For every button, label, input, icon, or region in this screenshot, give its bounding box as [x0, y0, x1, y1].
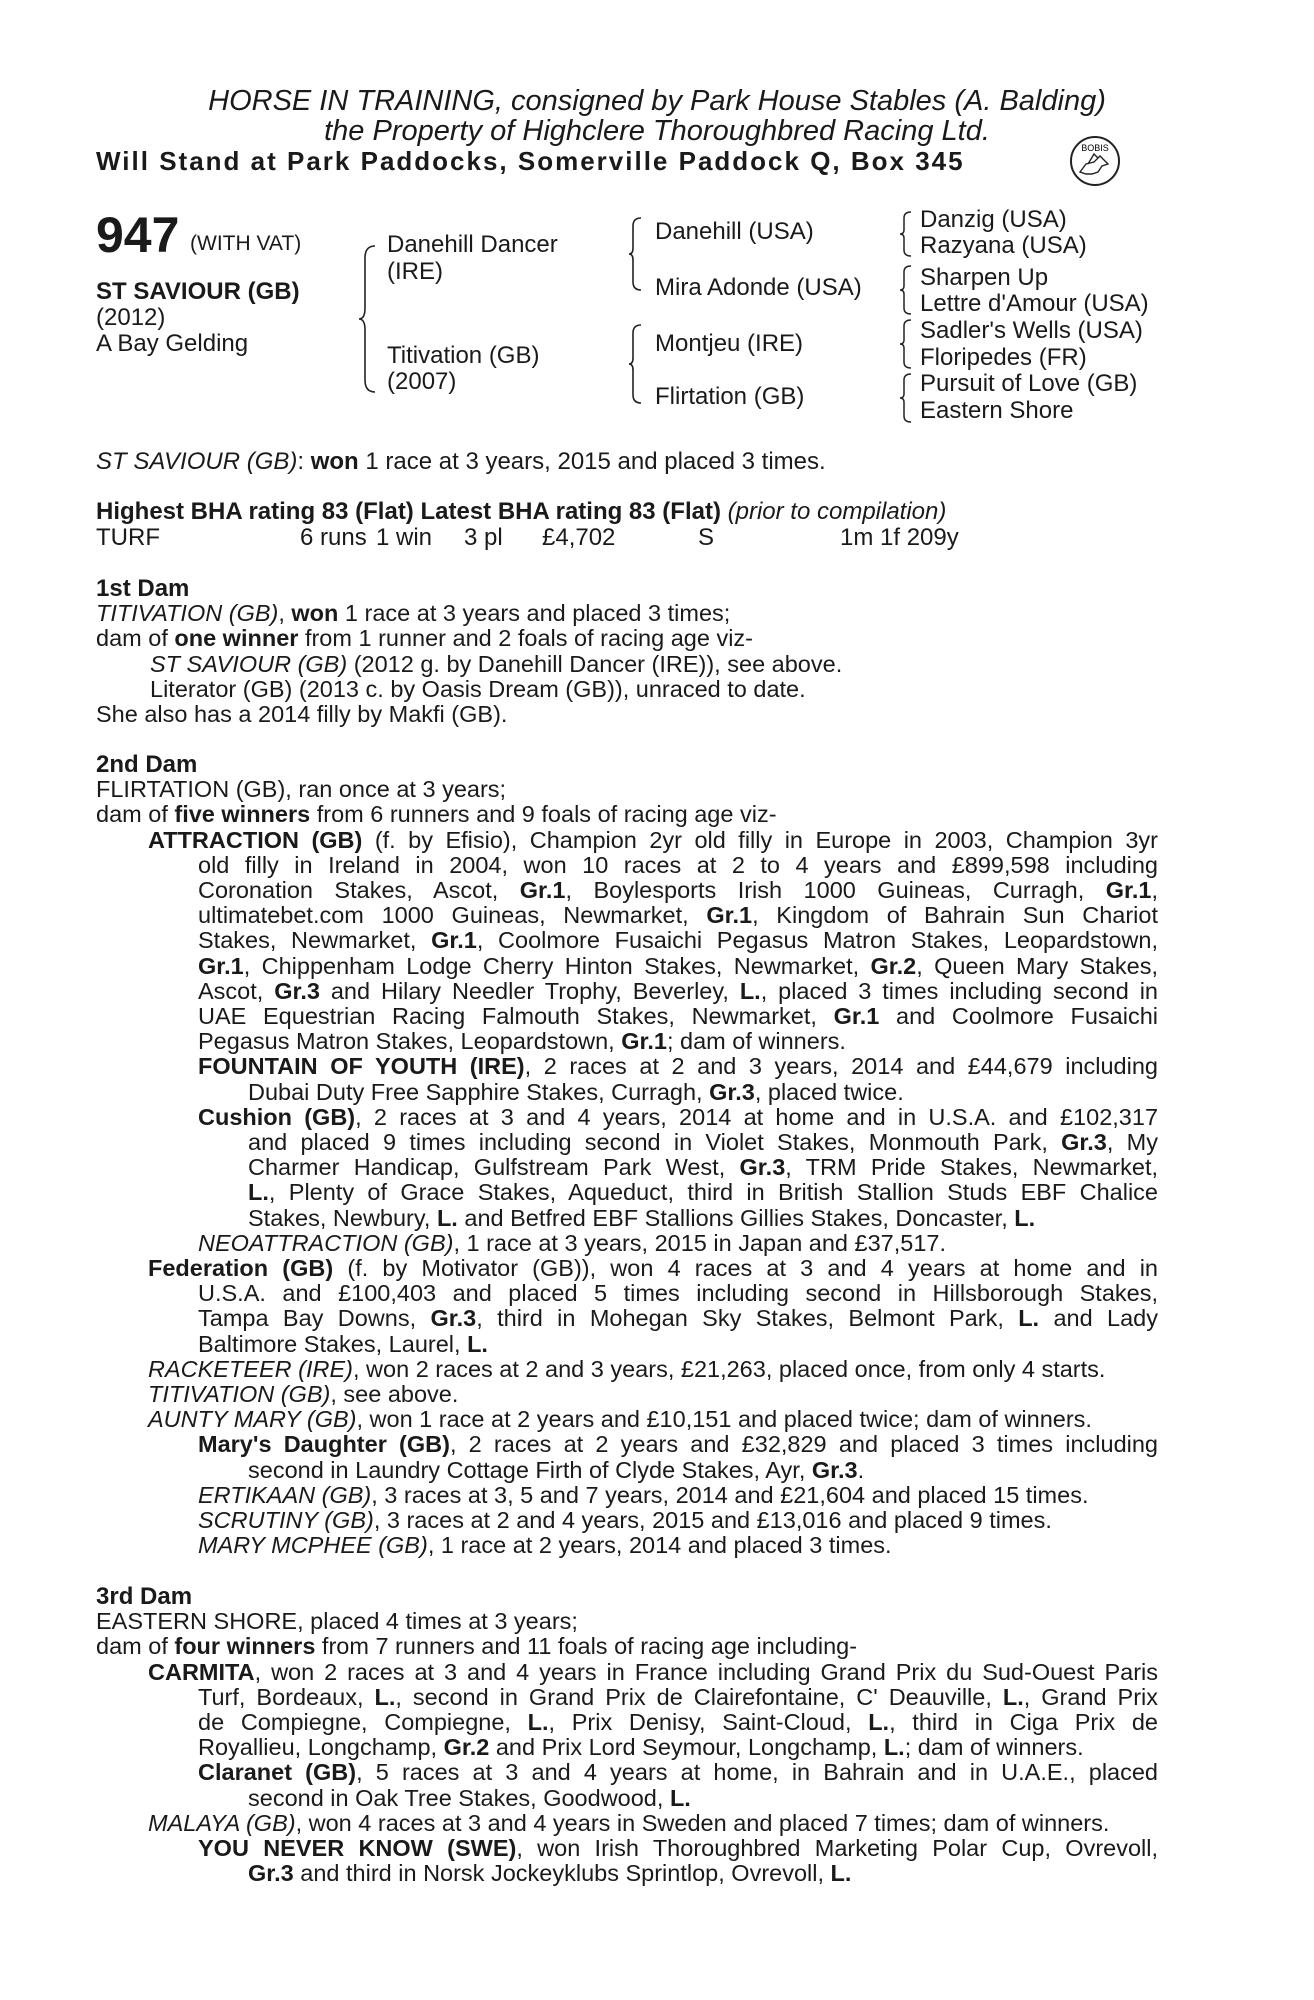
great-grandparent-1: Danzig (USA) [920, 206, 1067, 233]
lot-number: 947 [96, 207, 180, 263]
lot-vat: (WITH VAT) [190, 232, 302, 255]
first-dam-offspring-1: ST SAVIOUR (GB) (2012 g. by Danehill Dancer (IRE)), see above. [150, 650, 843, 677]
first-dam-note: She also has a 2014 filly by Makfi (GB). [96, 701, 508, 728]
first-dam-heading: 1st Dam [96, 575, 190, 602]
turf-surface: TURF [96, 524, 160, 551]
dam-line-1: Titivation (GB) [387, 342, 540, 369]
attraction-line: Pegasus Matron Stakes, Leopardstown, Gr.1; dam of winners. [198, 1028, 846, 1055]
great-grandparent-5: Sadler's Wells (USA) [920, 317, 1143, 344]
entry-neoattraction: NEOATTRACTION (GB), 1 race at 3 years, 2015 in Japan and £37,517. [198, 1229, 947, 1256]
entry-malaya: MALAYA (GB), won 4 races at 3 and 4 years in Sweden and placed 7 times; dam of winners. [148, 1809, 1110, 1836]
entry-fountain-of-youth: FOUNTAIN OF YOUTH (IRE), 2 races at 2 and 3 years, 2014 and £44,679 including Dubai Duty Free Sapphire Stakes, Curragh, Gr.3, placed twice. [198, 1053, 1158, 1105]
great-grandparent-7: Pursuit of Love (GB) [920, 370, 1138, 397]
pedigree-brace-2 [627, 216, 645, 292]
second-dam-produce-line: dam of five winners from 6 runners and 9 foals of racing age viz- [96, 801, 777, 828]
attraction-line: Gr.1, Chippenham Lodge Cherry Hinton Stakes, Newmarket, Gr.2, Queen Mary Stakes, [198, 952, 1158, 979]
horse-year: (2012) [96, 304, 166, 331]
second-dam-heading: 2nd Dam [96, 751, 198, 778]
entry-aunty-mary: AUNTY MARY (GB), won 1 race at 2 years and £10,151 and placed twice; dam of winners. [148, 1406, 1092, 1433]
attraction-line: ultimatebet.com 1000 Guineas, Newmarket, Gr.1, Kingdom of Bahrain Sun Chariot [198, 902, 1158, 929]
third-dam-line: EASTERN SHORE, placed 4 times at 3 years; [96, 1608, 578, 1635]
horse-name: ST SAVIOUR (GB) [96, 278, 300, 305]
great-grandparent-4: Lettre d'Amour (USA) [920, 290, 1149, 317]
entry-attraction [148, 828, 1158, 1256]
entry-marys-daughter: Mary's Daughter (GB), 2 races at 2 years and £32,829 and placed 3 times including second in Laundry Cottage Firth of Clyde Stakes, Ayr, Gr.3. [198, 1431, 1159, 1483]
attraction-line: UAE Equestrian Racing Falmouth Stakes, Newmarket, Gr.1 and Coolmore Fusaichi [198, 1003, 1158, 1030]
third-dam-section [96, 1584, 1196, 1886]
pedigree-brace-1 [357, 244, 379, 394]
entry-titivation: TITIVATION (GB), see above. [148, 1381, 459, 1408]
entry-carmita: CARMITA, won 2 races at 3 and 4 years in France including Grand Prix du Sud-Ouest Paris Turf, Bordeaux, L., second in Grand Prix de Clairefontaine, C' Deauville, L., Grand Prix de Compiegne, Compiegne, L., Prix Denisy, Saint-Cloud, L., third in Ciga Prix de Royallieu, Longchamp, Gr.2 and Prix Lord Seymour, Longchamp, L.; dam of winners. Claranet (GB), 5 races at 3 and 4 years at home, in Bahrain and in U.A.E., placed second in Oak Tree Stakes, Goodwood, L. [148, 1658, 1159, 1811]
sire-line-2: (IRE) [387, 258, 443, 285]
entry-mary-mcphee: MARY MCPHEE (GB), 1 race at 2 years, 2014 and placed 3 times. [198, 1532, 892, 1559]
pedigree-brace-6 [898, 318, 914, 370]
great-grandparent-6: Floripedes (FR) [920, 344, 1087, 371]
attraction-line: old filly in Ireland in 2004, won 10 races at 2 to 4 years and £899,598 including [198, 851, 1158, 878]
grandsire-2: Montjeu (IRE) [655, 330, 804, 357]
turf-runs: 6 runs [300, 524, 367, 551]
first-dam-offspring-2: Literator (GB) (2013 c. by Oasis Dream (GB)), unraced to date. [150, 675, 806, 702]
turf-placed: 3 pl [464, 524, 503, 551]
second-dam-line: FLIRTATION (GB), ran once at 3 years; [96, 776, 507, 803]
third-dam-produce-line: dam of four winners from 7 runners and 11 foals of racing age including- [96, 1633, 858, 1660]
pedigree-brace-3 [627, 323, 645, 405]
granddam-2: Flirtation (GB) [655, 383, 805, 410]
entry-cushion: Cushion (GB), 2 races at 3 and 4 years, 2014 at home and in U.S.A. and £102,317 and placed 9 times including second in Violet Stakes, Monmouth Park, Gr.3, My Charmer Handicap, Gulfstream Park West, Gr.3, TRM Pride Stakes, Newmarket, L., Plenty of Grace Stakes, Aqueduct, third in British Stallion Studs EBF Chalice Stakes, Newbury, L. and Betfred EBF Stallions Gillies Stakes, Doncaster, L. [198, 1103, 1159, 1231]
header-line-2: the Property of Highclere Thoroughbred Racing Ltd. [324, 115, 990, 147]
pedigree-brace-5 [898, 264, 914, 316]
attraction-line: Ascot, Gr.3 and Hilary Needler Trophy, Beverley, L., placed 3 times including second in [198, 977, 1158, 1004]
turf-wins: 1 win [376, 524, 433, 551]
race-summary: ST SAVIOUR (GB): won 1 race at 3 years, 2015 and placed 3 times. [96, 448, 826, 475]
great-grandparent-2: Razyana (USA) [920, 232, 1087, 259]
entry-racketeer: RACKETEER (IRE), won 2 races at 2 and 3 years, £21,263, placed once, from only 4 starts. [148, 1355, 1106, 1382]
pedigree-brace-7 [898, 372, 914, 424]
second-dam-section [96, 752, 1196, 1559]
turf-distance: 1m 1f 209y [840, 524, 959, 551]
turf-going: S [698, 524, 715, 551]
header-line-1: HORSE IN TRAINING, consigned by Park House Stables (A. Balding) [208, 85, 1106, 117]
header-line-3: Will Stand at Park Paddocks, Somerville Paddock Q, Box 345 [96, 146, 965, 176]
great-grandparent-3: Sharpen Up [920, 264, 1049, 291]
third-dam-heading: 3rd Dam [96, 1583, 193, 1610]
turf-prize-money: £4,702 [542, 524, 616, 551]
bha-rating: Highest BHA rating 83 (Flat) Latest BHA rating 83 (Flat) (prior to compilation) [96, 498, 947, 525]
entry-you-never-know: YOU NEVER KNOW (SWE), won Irish Thoroughbred Marketing Polar Cup, Ovrevoll, Gr.3 and third in Norsk Jockeyklubs Sprintlop, Ovrevoll, L. [198, 1835, 1158, 1887]
bobis-logo-icon [1068, 134, 1122, 188]
entry-claranet: Claranet (GB), 5 races at 3 and 4 years at home, in Bahrain and in U.A.E., placed second in Oak Tree Stakes, Goodwood, L. [198, 1759, 1159, 1811]
entry-federation: Federation (GB) (f. by Motivator (GB)), won 4 races at 3 and 4 years at home and in U.S.A. and £100,403 and placed 5 times including second in Hillsborough Stakes, Tampa Bay Downs, Gr.3, third in Mohegan Sky Stakes, Belmont Park, L. and Lady Baltimore Stakes, Laurel, L. [148, 1255, 1158, 1357]
granddam-1: Mira Adonde (USA) [655, 274, 862, 301]
sire-line-1: Danehill Dancer [387, 231, 558, 258]
attraction-line: ATTRACTION (GB) (f. by Efisio), Champion 2yr old filly in Europe in 2003, Champion 3yr [148, 826, 1158, 853]
first-dam-line: TITIVATION (GB), won 1 race at 3 years and placed 3 times; [96, 600, 731, 627]
dam-line-2: (2007) [387, 368, 457, 395]
entry-scrutiny: SCRUTINY (GB), 3 races at 2 and 4 years, 2015 and £13,016 and placed 9 times. [198, 1507, 1052, 1534]
great-grandparent-8: Eastern Shore [920, 397, 1074, 424]
attraction-line: Stakes, Newmarket, Gr.1, Coolmore Fusaichi Pegasus Matron Stakes, Leopardstown, [198, 927, 1158, 954]
first-dam-produce-line: dam of one winner from 1 runner and 2 foals of racing age viz- [96, 625, 753, 652]
entry-ertikaan: ERTIKAAN (GB), 3 races at 3, 5 and 7 years, 2014 and £21,604 and placed 15 times. [198, 1481, 1089, 1508]
pedigree-brace-4 [898, 210, 914, 258]
horse-description: A Bay Gelding [96, 330, 249, 357]
svg-text:BOBIS: BOBIS [1081, 143, 1109, 153]
grandsire-1: Danehill (USA) [655, 218, 814, 245]
first-dam-section [96, 576, 1196, 727]
attraction-line: Coronation Stakes, Ascot, Gr.1, Boylesports Irish 1000 Guineas, Curragh, Gr.1, [198, 877, 1158, 904]
